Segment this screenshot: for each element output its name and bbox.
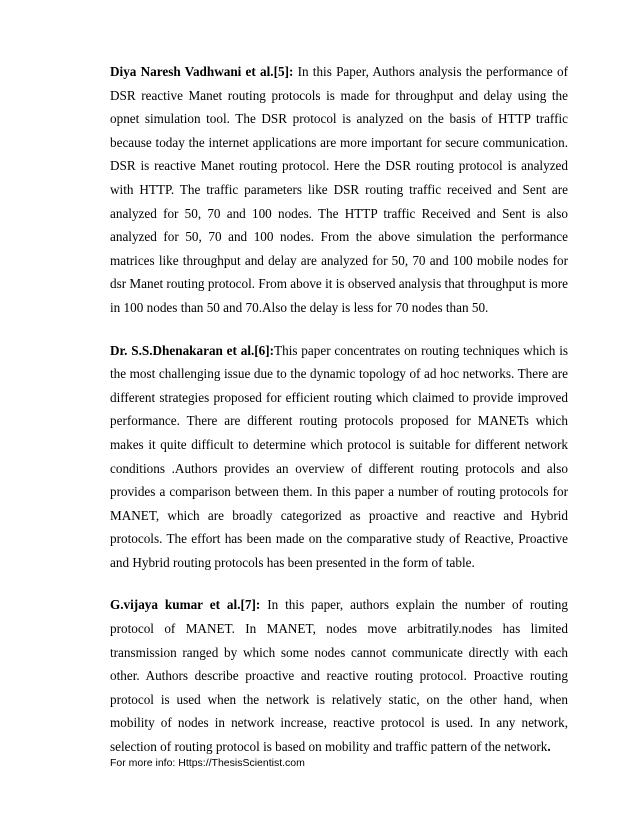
paragraph-text: In this paper, authors explain the number of routing protocol of MANET. In MANET, nodes move arbitratily.nodes has limited transmission ranged by which some nodes cannot communicate directly with each other. Authors describe proactive and reactive routing protocol. Proactive routing protocol is used when the network is relatively static, on the other hand, when mobility of nodes in network increase, reactive protocol is used. In any network, selection of routing protocol is based on mobility and traffic pattern of the network	[110, 597, 568, 755]
author-citation: G.vijaya kumar et al.[7]:	[110, 597, 261, 613]
paragraph-vadhwani	[110, 60, 568, 320]
author-citation: Dr. S.S.Dhenakaran et al.[6]:	[110, 342, 275, 358]
paragraph-ending: .	[547, 739, 551, 755]
paragraph-dhenakaran	[110, 339, 568, 575]
paragraph-vijaya-kumar	[110, 593, 568, 758]
paragraph-text: In this Paper, Authors analysis the performance of DSR reactive Manet routing protocols is made for throughput and delay using the opnet simulation tool. The DSR protocol is analyzed on the basis of HTTP traffic because today the internet applications are more important for secure communication. DSR is reactive Manet routing protocol. Here the DSR routing protocol is analyzed with HTTP. The traffic parameters like DSR routing traffic received and Sent are analyzed for 50, 70 and 100 nodes. The HTTP traffic Received and Sent is also analyzed for 50, 70 and 100 nodes. From the above simulation the performance matrices like throughput and delay are analyzed for 50, 70 and 100 mobile nodes for dsr Manet routing protocol. From above it is observed analysis that throughput is more in 100 nodes than 50 and 70.Also the delay is less for 70 nodes than 50.	[110, 64, 568, 315]
paragraph-text: This paper concentrates on routing techniques which is the most challenging issue due to the dynamic topology of ad hoc networks. There are different strategies proposed for efficient routing which claimed to provide improved performance. There are different routing protocols proposed for MANETs which makes it quite difficult to determine which protocol is suitable for different network conditions .Authors provides an overview of different routing protocols and also provides a comparison between them. In this paper a number of routing protocols for MANET, which are broadly categorized as proactive and reactive and Hybrid protocols. The effort has been made on the comparative study of Reactive, Proactive and Hybrid routing protocols has been presented in the form of table.	[110, 342, 568, 570]
page-footer: For more info: Https://ThesisScientist.com	[110, 757, 305, 769]
document-body	[110, 60, 568, 759]
author-citation: Diya Naresh Vadhwani et al.[5]:	[110, 64, 294, 79]
